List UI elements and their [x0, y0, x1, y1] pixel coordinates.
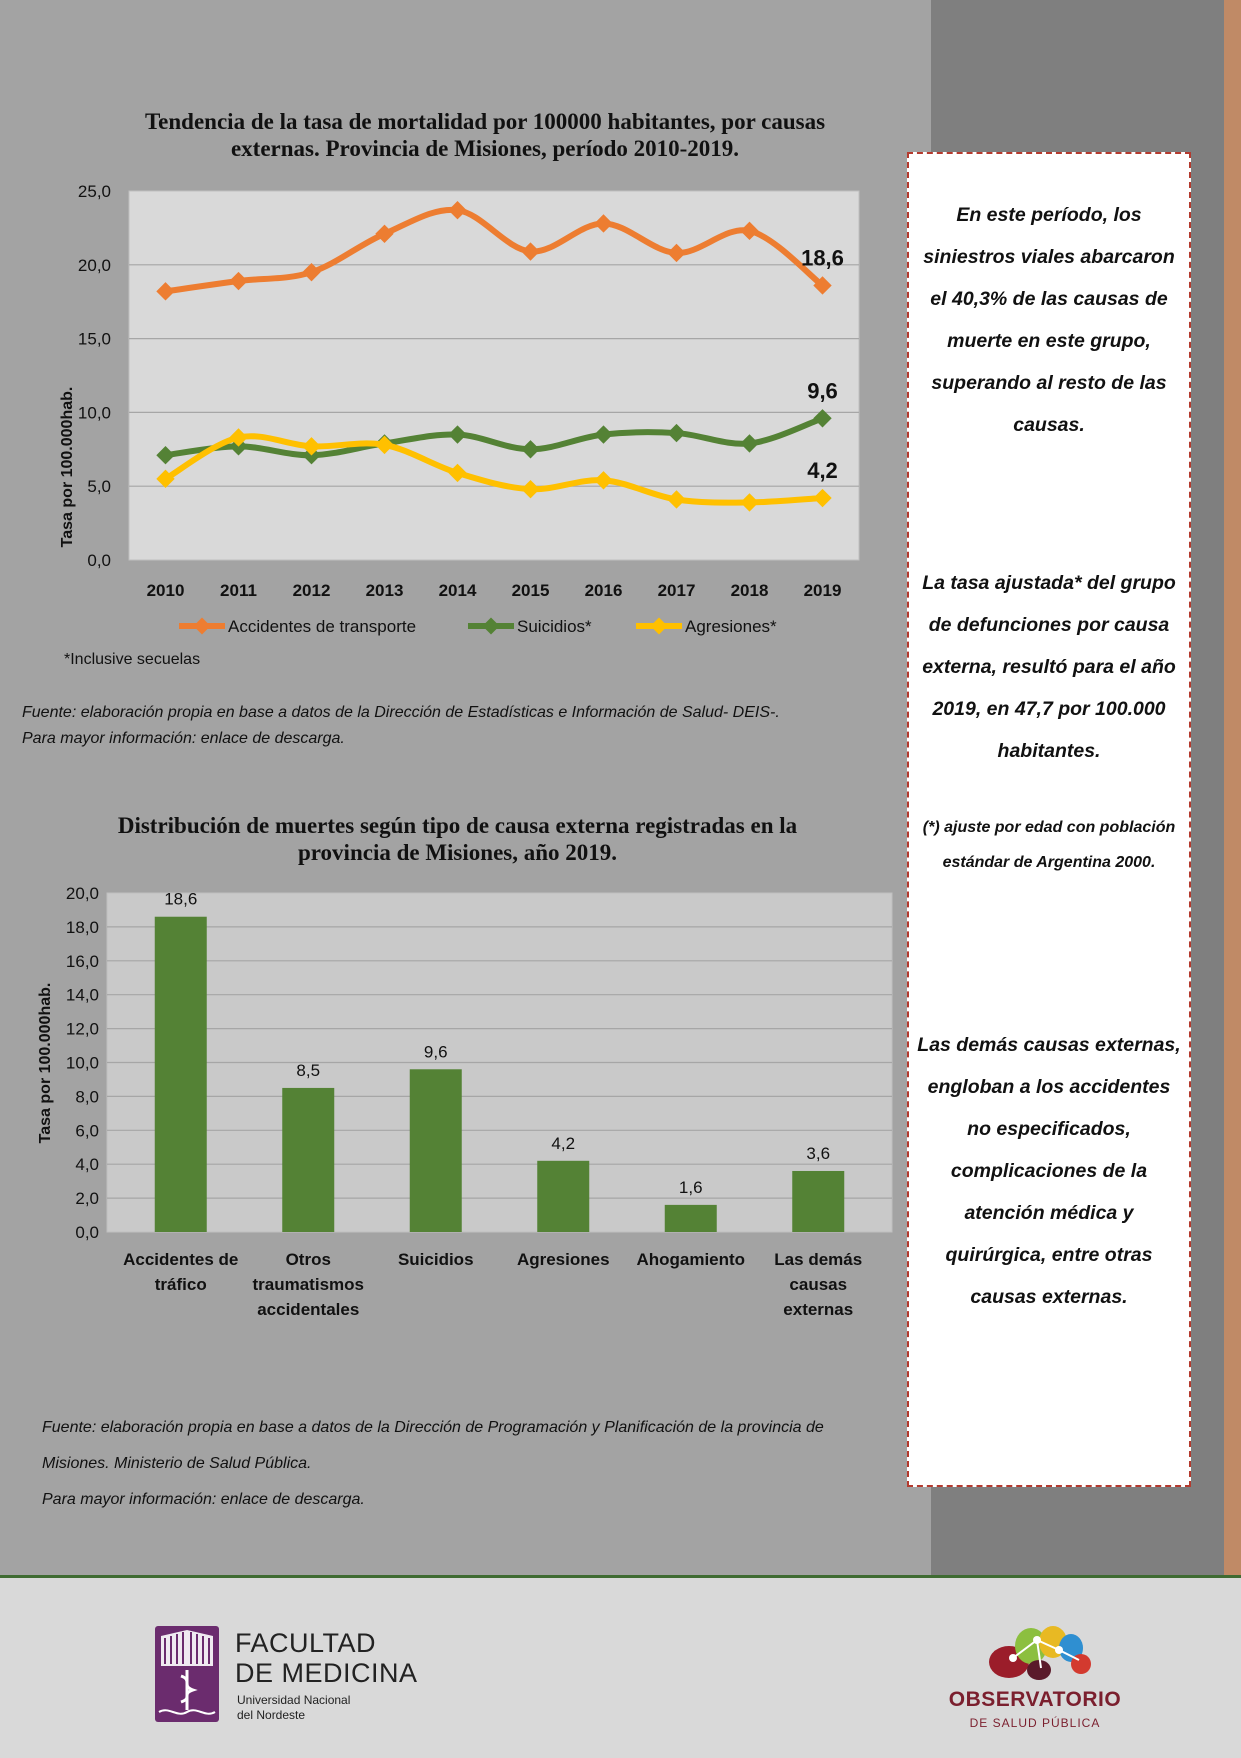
bar-chart-x-ticks	[123, 1250, 862, 1319]
line-chart-title: Tendencia de la tasa de mortalidad por 100000 habitantes, por causas externas. Provincia de Misiones, período 2010-2019.	[144, 109, 826, 161]
y-tick-label: 20,0	[65, 884, 99, 903]
y-tick-label: 2,0	[75, 1189, 99, 1209]
line-chart-footnote: *Inclusive secuelas	[64, 651, 201, 668]
x-tick-label-line: accidentales	[257, 1300, 360, 1319]
end-value-label: 9,6	[807, 378, 838, 404]
x-tick-label-line: tráfico	[154, 1275, 207, 1294]
x-tick-label-line: Ahogamiento	[636, 1250, 746, 1269]
observatory-logo	[935, 1612, 1135, 1732]
observatory-name: OBSERVATORIO	[948, 1688, 1122, 1711]
legend-item	[636, 617, 777, 636]
x-tick-label: 2015	[511, 581, 550, 600]
y-tick-label: 14,0	[65, 985, 99, 1005]
legend-item	[179, 617, 416, 636]
x-tick-label: 2016	[584, 581, 623, 600]
x-tick-label: 2017	[657, 581, 696, 600]
x-tick-label-line: Suicidios	[397, 1250, 474, 1269]
line-chart-y-ticks	[78, 182, 111, 570]
bar-chart	[0, 880, 900, 1350]
x-tick-label-line: causas	[789, 1275, 848, 1294]
faculty-name-line2: DE MEDICINA	[235, 1658, 418, 1688]
y-tick-label: 4,0	[75, 1155, 99, 1175]
line-chart-x-ticks	[147, 581, 842, 600]
y-tick-label: 0,0	[75, 1223, 99, 1242]
line-chart	[0, 150, 900, 710]
x-tick-label-line: Las demás	[774, 1250, 863, 1269]
bar-value-label: 3,6	[806, 1143, 831, 1163]
y-tick-label: 10,0	[65, 1053, 99, 1073]
source-line: Misiones. Ministerio de Salud Pública.	[42, 1455, 312, 1472]
x-tick-label: 2013	[365, 581, 404, 600]
legend-label: Accidentes de transporte	[228, 617, 417, 636]
x-tick-label: 2011	[220, 581, 257, 600]
bar	[410, 1069, 462, 1232]
legend-swatch-marker	[483, 618, 500, 635]
end-value-label: 4,2	[807, 458, 838, 484]
y-tick-label: 8,0	[75, 1087, 99, 1107]
x-tick-label	[398, 1250, 474, 1269]
x-tick-label	[253, 1250, 364, 1319]
x-tick-label	[636, 1250, 745, 1269]
faculty-emblem-icon	[155, 1626, 219, 1722]
line-chart-y-axis-label: Tasa por 100.000hab.	[59, 386, 76, 548]
bar	[155, 917, 207, 1232]
x-tick-label-line: Agresiones	[516, 1250, 610, 1269]
x-tick-label	[123, 1250, 238, 1294]
x-tick-label: 2018	[730, 581, 769, 600]
x-tick-label	[517, 1250, 610, 1269]
x-tick-label-line: externas	[783, 1300, 854, 1319]
legend-swatch-marker	[194, 618, 211, 635]
bar-chart-y-axis-label: Tasa por 100.000hab.	[37, 982, 54, 1144]
observatory-emblem-icon	[935, 1612, 1135, 1688]
bar	[537, 1161, 589, 1232]
y-tick-label: 18,0	[65, 917, 99, 937]
bar-value-label: 8,5	[296, 1060, 321, 1080]
y-tick-label: 12,0	[65, 1019, 99, 1039]
end-value-label: 18,6	[801, 245, 844, 271]
legend-label: Suicidios*	[517, 617, 592, 636]
x-tick-label: 2012	[292, 581, 331, 600]
info-text-road-accidents: En este período, los siniestros viales abarcaron el 40,3% de las causas de muerte en este grupo, superando al resto de las causas.	[923, 204, 1175, 436]
source-link-line[interactable]: Para mayor información: enlace de descarga.	[22, 730, 345, 747]
legend-label: Agresiones*	[685, 617, 777, 636]
info-text-adjusted-rate: La tasa ajustada* del grupo de defunciones por causa externa, resultó para el año 2019, en 47,7 por 100.000 habitantes.	[922, 572, 1176, 762]
right-edge-accent	[1224, 0, 1241, 1585]
info-text-other-causes: Las demás causas externas, engloban a los accidentes no especificados, complicaciones de la atención médica y quirúrgica, entre otras causas externas.	[917, 1034, 1181, 1308]
legend-swatch-marker	[651, 618, 668, 635]
y-tick-label: 20,0	[77, 255, 111, 275]
info-note-adjustment: (*) ajuste por edad con población estándar de Argentina 2000.	[922, 819, 1176, 871]
faculty-name-line1: FACULTAD	[235, 1628, 377, 1658]
bar	[665, 1205, 717, 1232]
bar-value-label: 1,6	[678, 1177, 703, 1197]
info-panel	[907, 152, 1191, 1487]
observatory-subtitle: DE SALUD PÚBLICA	[969, 1716, 1101, 1730]
bar-value-label: 4,2	[551, 1133, 576, 1153]
x-tick-label-line: Otros	[285, 1250, 331, 1269]
x-tick-label	[774, 1250, 862, 1319]
legend-item	[468, 617, 592, 636]
x-tick-label-line: traumatismos	[252, 1275, 364, 1294]
bar-chart-source	[42, 1410, 902, 1518]
x-tick-label: 2010	[146, 581, 185, 600]
university-name-line1: Universidad Nacional	[237, 1693, 351, 1707]
y-tick-label: 6,0	[75, 1121, 99, 1141]
y-tick-label: 16,0	[65, 951, 99, 971]
bar	[792, 1171, 844, 1232]
source-line: Fuente: elaboración propia en base a datos de la Dirección de Programación y Planificación de la provincia de	[42, 1419, 824, 1436]
x-tick-label: 2019	[803, 581, 842, 600]
bar	[282, 1088, 334, 1232]
y-tick-label: 0,0	[87, 551, 111, 570]
bar-chart-title: Distribución de muertes según tipo de causa externa registradas en la provincia de Misiones, año 2019.	[117, 813, 798, 865]
y-tick-label: 15,0	[77, 329, 111, 349]
x-tick-label-line: Accidentes de	[123, 1250, 239, 1269]
bar-value-label: 9,6	[423, 1042, 448, 1062]
university-name-line2: del Nordeste	[237, 1708, 306, 1722]
line-chart-source	[22, 700, 902, 752]
source-line: Fuente: elaboración propia en base a datos de la Dirección de Estadísticas e Información de Salud- DEIS-.	[22, 704, 780, 721]
bar-value-label: 18,6	[164, 889, 198, 909]
y-tick-label: 25,0	[77, 182, 111, 201]
y-tick-label: 5,0	[87, 477, 111, 497]
bar-chart-y-ticks	[66, 884, 99, 1242]
x-tick-label: 2014	[438, 581, 477, 600]
source-link-line[interactable]: Para mayor información: enlace de descarga.	[42, 1491, 365, 1508]
line-chart-legend	[179, 617, 777, 636]
y-tick-label: 10,0	[77, 403, 111, 423]
